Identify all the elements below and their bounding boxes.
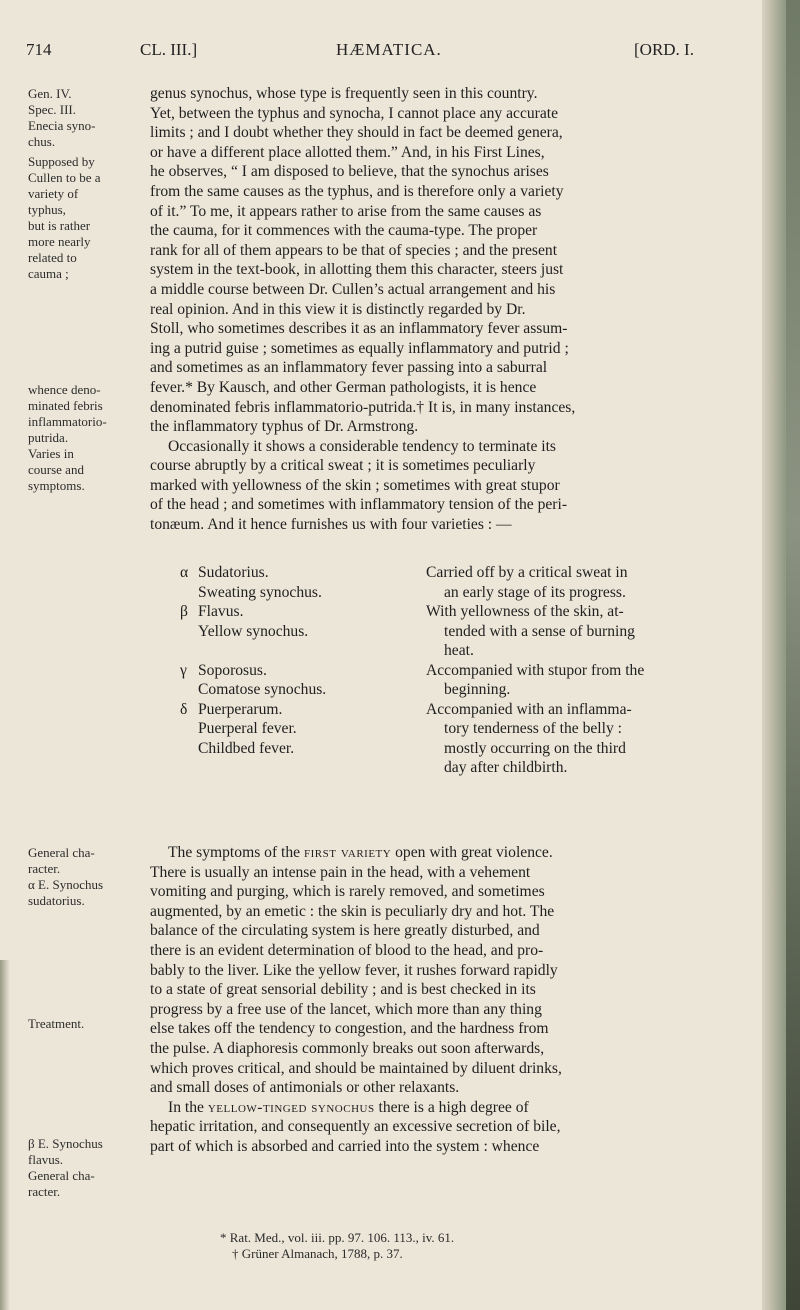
margin-line: course and <box>28 462 84 477</box>
margin-line: symptoms. <box>28 478 85 493</box>
variety-name: Flavus. <box>198 603 244 620</box>
variety-name: Sudatorius. <box>198 564 269 581</box>
margin-line: more nearly <box>28 234 91 249</box>
variety-desc: Accompanied with an inflamma- <box>426 700 632 718</box>
variety-desc: Accompanied with stupor from the <box>426 661 645 679</box>
text-line: denominated febris inflammatorio-putrida.† It is, in many instances, <box>150 398 576 416</box>
text-line: fever.* By Kausch, and other German pathologists, it is hence <box>150 378 537 396</box>
small-caps-term: yellow-tinged synochus <box>207 1098 375 1116</box>
page-edge-shadow <box>786 0 800 1310</box>
text-line: bably to the liver. Like the yellow fever, it rushes forward rapidly <box>150 961 558 979</box>
margin-line: General cha- <box>28 845 95 860</box>
variety-desc: Carried off by a critical sweat in <box>426 564 628 581</box>
margin-line: related to <box>28 250 77 265</box>
text-line: and small doses of antimonials or other relaxants. <box>150 1079 460 1097</box>
text-line: Occasionally it shows a considerable tendency to terminate its <box>168 437 556 455</box>
variety-english: Yellow synochus. <box>198 622 309 640</box>
margin-line: but is rather <box>28 218 91 233</box>
variety-name: Soporosus. <box>198 661 267 679</box>
margin-line: α E. Synochus <box>28 877 104 892</box>
text-line: course abruptly by a critical sweat ; it is sometimes peculiarly <box>150 457 536 475</box>
text-line: and sometimes as an inflammatory fever passing into a saburral <box>150 359 548 377</box>
margin-line: Varies in <box>28 446 74 461</box>
running-title: HÆMATICA. <box>336 40 442 59</box>
footnotes <box>220 1230 740 1262</box>
margin-note-beta <box>28 1136 138 1200</box>
text-line: part of which is absorbed and carried into the system : whence <box>150 1137 540 1155</box>
text-line: of it.” To me, it appears rather to arise from the same causes as <box>150 202 542 220</box>
margin-line: racter. <box>28 861 61 876</box>
margin-line: General cha- <box>28 1168 95 1183</box>
text-line: The symptoms of the first variety open with great violence. <box>168 844 553 861</box>
running-header <box>0 40 762 70</box>
text-line: from the same causes as the typhus, and is therefore only a variety <box>150 182 564 200</box>
variety-desc: heat. <box>444 642 474 659</box>
text-line: there is an evident determination of blood to the head, and pro- <box>150 941 544 959</box>
variety-desc: tory tenderness of the belly : <box>444 720 622 737</box>
order-label: [ORD. I. <box>634 40 694 59</box>
text-line: Yet, between the typhus and synocha, I cannot place any accurate <box>150 104 559 122</box>
margin-line: Enecia syno- <box>28 118 96 133</box>
text-line: tonæum. And it hence furnishes us with four varieties : — <box>150 516 512 534</box>
margin-line: Cullen to be a <box>28 170 101 185</box>
text-line: ing a putrid guise ; sometimes as equally inflammatory and putrid ; <box>150 339 569 357</box>
margin-line: chus. <box>28 134 56 149</box>
margin-line: Supposed by <box>28 154 95 169</box>
main-text-upper <box>150 84 750 535</box>
margin-line: β E. Synochus <box>28 1136 103 1151</box>
text-line: to a state of great sensorial debility ; and is best checked in its <box>150 981 536 999</box>
variety-letter: α <box>180 564 189 581</box>
variety-name: Puerperarum. <box>198 700 283 718</box>
variety-english: Puerperal fever. <box>198 720 297 737</box>
variety-letter: β <box>180 603 188 620</box>
text-line: he observes, “ I am disposed to believe, that the synochus arises <box>150 163 549 181</box>
varieties-table <box>180 563 760 778</box>
variety-english: Comatose synochus. <box>198 681 327 698</box>
text-line: which proves critical, and should be maintained by diluent drinks, <box>150 1059 562 1077</box>
text-line: hepatic irritation, and consequently an excessive secretion of bile, <box>150 1118 561 1136</box>
margin-line: putrida. <box>28 430 69 445</box>
variety-desc: an early stage of its progress. <box>444 583 626 601</box>
variety-beta <box>180 602 760 661</box>
main-text-lower <box>150 843 750 1157</box>
small-caps-term: first variety <box>304 844 392 861</box>
text-line: a middle course between Dr. Cullen’s actual arrangement and his <box>150 280 556 298</box>
margin-line: cauma ; <box>28 266 69 281</box>
margin-note-general <box>28 845 138 909</box>
variety-delta <box>180 700 760 778</box>
variety-desc: tended with a sense of burning <box>444 622 635 640</box>
text-line: the cauma, for it commences with the cauma-type. The proper <box>150 222 538 240</box>
margin-line: typhus, <box>28 202 66 217</box>
page-number: 714 <box>26 40 52 59</box>
margin-line: minated febris <box>28 398 103 413</box>
margin-note-genus <box>28 86 138 150</box>
text-line: of the head ; and sometimes with inflammatory tension of the peri- <box>150 496 568 514</box>
margin-line: flavus. <box>28 1152 64 1167</box>
margin-note-whence <box>28 382 138 494</box>
margin-line: inflammatorio- <box>28 414 107 429</box>
text-line: vomiting and purging, which is rarely removed, and sometimes <box>150 883 545 901</box>
margin-line: racter. <box>28 1184 61 1199</box>
variety-english-alt: Childbed fever. <box>198 739 295 757</box>
text-line: progress by a free use of the lancet, which more than any thing <box>150 1000 542 1018</box>
text-line: system in the text-book, in allotting them this character, steers just <box>150 261 564 279</box>
text-line: the inflammatory typhus of Dr. Armstrong. <box>150 418 419 436</box>
text-line: the pulse. A diaphoresis commonly breaks out soon afterwards, <box>150 1039 545 1057</box>
text-line: else takes off the tendency to congestion, and the hardness from <box>150 1020 549 1038</box>
text-line: limits ; and I doubt whether they should in fact be deemed genera, <box>150 124 563 142</box>
margin-line: Treatment. <box>28 1016 85 1031</box>
variety-english: Sweating synochus. <box>198 583 322 601</box>
text-line: marked with yellowness of the skin ; sometimes with great stupor <box>150 476 560 494</box>
text-line: balance of the circulating system is here greatly disturbed, and <box>150 922 540 940</box>
variety-desc: beginning. <box>444 681 511 698</box>
text-line: In the yellow-tinged synochus there is a high degree of <box>168 1098 529 1116</box>
text-line: Stoll, who sometimes describes it as an inflammatory fever assum- <box>150 320 568 338</box>
variety-letter: δ <box>180 700 188 718</box>
variety-letter: γ <box>180 661 187 679</box>
text-line: augmented, by an emetic : the skin is peculiarly dry and hot. The <box>150 902 555 920</box>
footnote: † Grüner Almanach, 1788, p. 37. <box>232 1246 403 1261</box>
text-line: genus synochus, whose type is frequently seen in this country. <box>150 85 538 102</box>
margin-line: variety of <box>28 186 79 201</box>
variety-alpha <box>180 563 760 602</box>
margin-line: Gen. IV. <box>28 86 72 101</box>
margin-line: whence deno- <box>28 382 101 397</box>
margin-line: sudatorius. <box>28 893 85 908</box>
margin-line: Spec. III. <box>28 102 77 117</box>
variety-desc: With yellowness of the skin, at- <box>426 603 624 620</box>
text-line: or have a different place allotted them.” And, in his First Lines, <box>150 143 545 161</box>
text-line: There is usually an intense pain in the head, with a vehement <box>150 863 531 881</box>
variety-desc: mostly occurring on the third <box>444 739 626 757</box>
text-line: real opinion. And in this view it is distinctly regarded by Dr. <box>150 300 526 318</box>
variety-gamma <box>180 661 760 700</box>
margin-note-treatment <box>28 1016 138 1032</box>
class-label: CL. III.] <box>140 40 198 59</box>
footnote: * Rat. Med., vol. iii. pp. 97. 106. 113., iv. 61. <box>220 1230 455 1245</box>
text-line: rank for all of them appears to be that of species ; and the present <box>150 241 558 259</box>
margin-note-supposed <box>28 154 138 282</box>
variety-desc: day after childbirth. <box>444 759 568 776</box>
binding-shadow <box>0 960 10 1310</box>
